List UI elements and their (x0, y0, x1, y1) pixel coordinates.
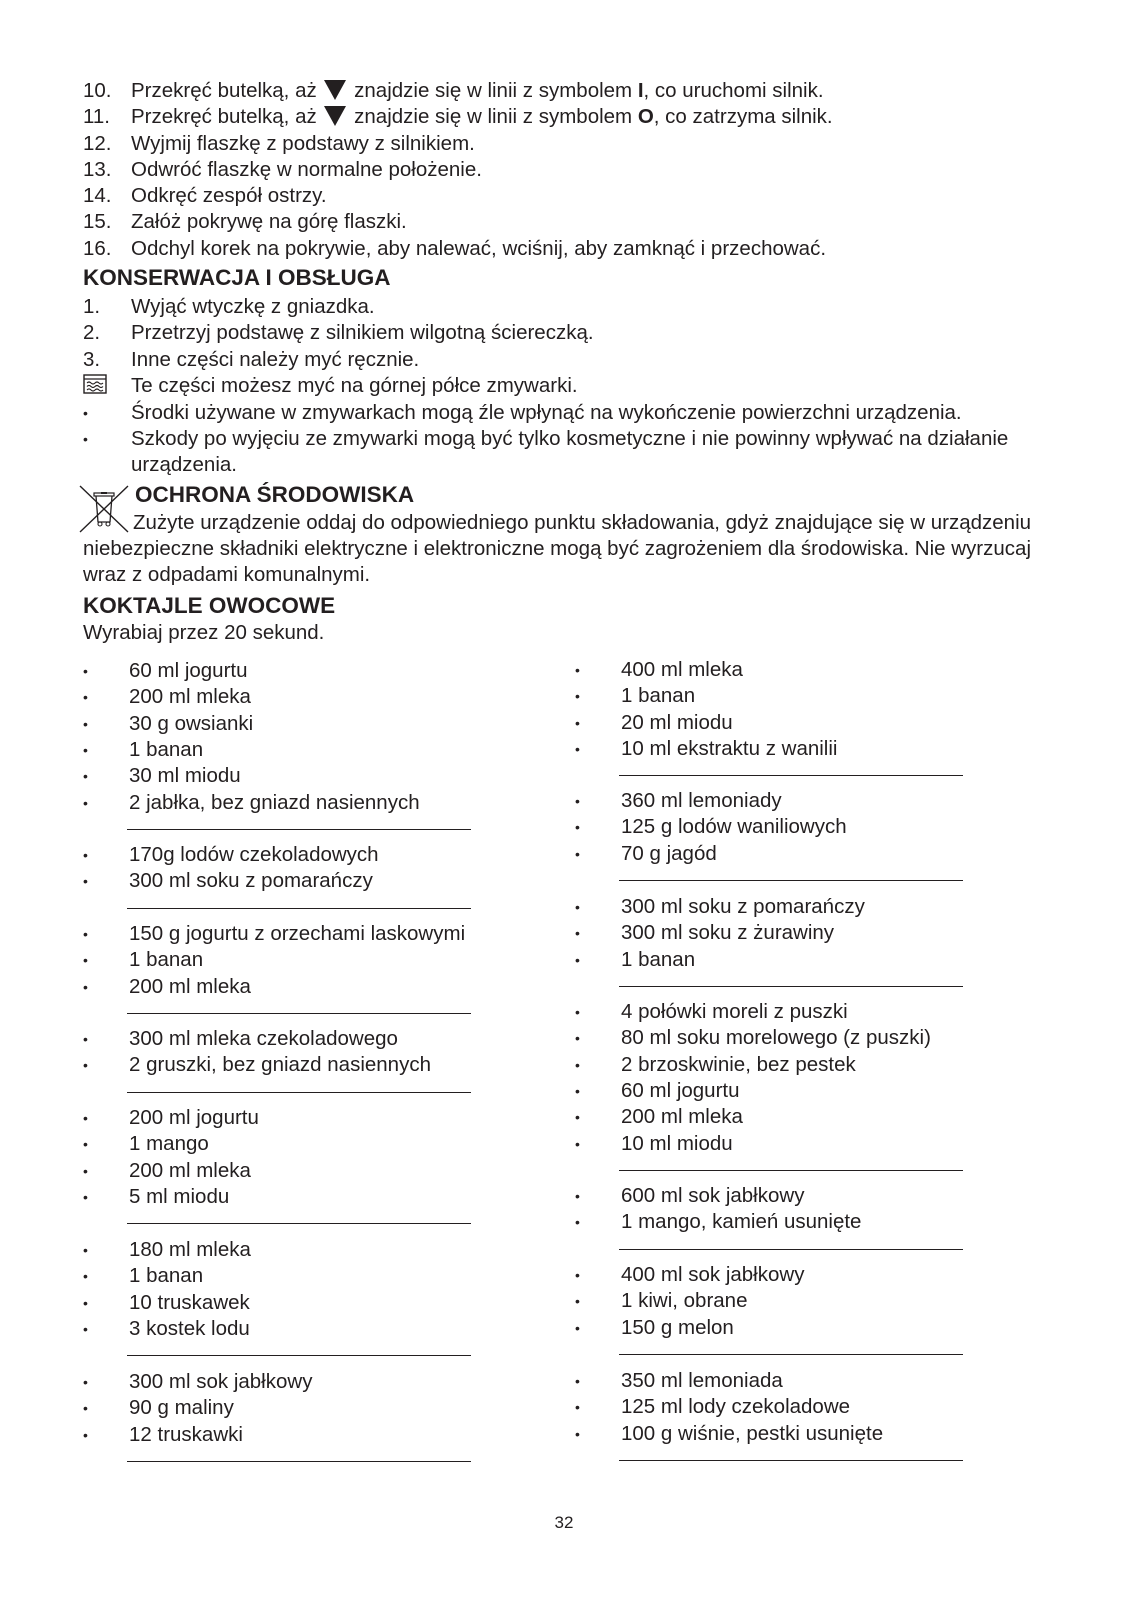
recipe-ingredient (83, 737, 523, 763)
maintenance-text: Wyjąć wtyczkę z gniazdka. (131, 295, 375, 318)
ingredient-text: 300 ml soku z żurawiny (621, 921, 835, 945)
recipe-ingredient (83, 1237, 523, 1263)
recipe-divider (619, 1249, 963, 1250)
recipe-divider (619, 880, 963, 881)
bullet: • (575, 688, 580, 705)
step-number: 11. (83, 105, 110, 128)
ingredient-text: 2 jabłka, bez gniazd nasiennych (129, 790, 420, 814)
recipe-ingredient (575, 736, 1015, 762)
ingredient-text: 1 banan (129, 948, 204, 972)
recipe-ingredient (575, 920, 1015, 946)
bullet: • (575, 1188, 580, 1204)
recipe-ingredient (83, 842, 523, 868)
maintenance-number: 3. (83, 348, 101, 371)
ingredient-text: 80 ml soku morelowego (z puszki) (621, 1026, 931, 1050)
recipe-divider (127, 908, 471, 909)
ingredient-text: 200 ml mleka (129, 685, 251, 709)
recipe-ingredient (575, 1394, 1015, 1420)
bullet: • (83, 847, 88, 863)
bullet: • (575, 714, 580, 731)
bullet: • (575, 793, 580, 809)
bullet: • (575, 1373, 580, 1389)
recipe-ingredient (575, 1262, 1015, 1288)
bullet: • (575, 1267, 580, 1283)
recipe-ingredient (575, 788, 1015, 814)
ingredient-text: 30 ml miodu (129, 764, 241, 788)
bullet: • (575, 845, 580, 862)
ingredient-text: 2 gruszki, bez gniazd nasiennych (129, 1053, 431, 1077)
recipe-divider (127, 1355, 471, 1356)
bullet: • (83, 1031, 88, 1047)
environment-text: wraz z odpadami komunalnymi. (83, 563, 371, 586)
recipe-divider (619, 1170, 963, 1171)
recipe-divider (127, 1013, 471, 1014)
bullet: • (575, 1030, 580, 1047)
recipe-ingredient (83, 974, 523, 1000)
recipe-ingredient (83, 1369, 523, 1395)
ingredient-text: 1 kiwi, obrane (621, 1289, 748, 1313)
maintenance-number: 1. (83, 295, 101, 318)
recipe-ingredient (83, 1026, 523, 1052)
maintenance-heading: KONSERWACJA I OBSŁUGA (83, 265, 391, 290)
recipe-ingredient (83, 1052, 523, 1078)
ingredient-text: 10 ml ekstraktu z wanilii (621, 736, 838, 760)
ingredient-text: 70 g jagód (621, 841, 717, 865)
maintenance-text: Inne części należy myć ręcznie. (131, 348, 420, 371)
ingredient-text: 1 banan (129, 1264, 204, 1288)
recipe-divider (127, 1461, 471, 1462)
recipe-ingredient (575, 841, 1015, 867)
recipe-ingredient (83, 868, 523, 894)
ingredient-text: 3 kostek lodu (129, 1316, 250, 1340)
recipe-ingredient (575, 1183, 1015, 1209)
recipe-ingredient (575, 947, 1015, 973)
triangle-marker-icon (324, 80, 346, 100)
bullet: • (575, 899, 580, 915)
bullet: • (575, 951, 580, 968)
step-text: Wyjmij flaszkę z podstawy z silnikiem. (131, 132, 475, 155)
ingredient-text: 170g lodów czekoladowych (129, 843, 379, 866)
recipe-ingredient (575, 1104, 1015, 1130)
recipe-ingredient (83, 1395, 523, 1421)
ingredient-text: 90 g maliny (129, 1396, 234, 1420)
bullet: • (83, 1188, 88, 1205)
bullet: • (83, 926, 88, 942)
ingredient-text: 10 ml miodu (621, 1131, 733, 1155)
recipe-ingredient (575, 814, 1015, 840)
recipe-ingredient (83, 658, 523, 684)
ingredient-text: 1 mango, kamień usunięte (621, 1210, 862, 1234)
bullet: • (83, 741, 88, 758)
recipe-ingredient (83, 1158, 523, 1184)
bullet: • (83, 978, 88, 995)
recipe-ingredient (83, 1131, 523, 1157)
recipe-ingredient (83, 711, 523, 737)
recipe-ingredient (575, 1131, 1015, 1157)
bullet: • (83, 1162, 88, 1179)
page-number: 32 (554, 1513, 574, 1532)
ingredient-text: 20 ml miodu (621, 710, 733, 734)
bullet: • (83, 873, 88, 890)
recipe-ingredient (83, 947, 523, 973)
step-text: Przekręć butelką, aż znajdzie się w linii z symbolem O, co zatrzyma silnik. (131, 105, 833, 128)
bullet: • (575, 1056, 580, 1073)
recipe-ingredient (575, 1368, 1015, 1394)
recipe-ingredient (83, 763, 523, 789)
bullet: • (83, 663, 88, 679)
smoothies-subtitle: Wyrabiaj przez 20 sekund. (83, 621, 325, 644)
ingredient-text: 1 mango (129, 1132, 209, 1156)
ingredient-text: 60 ml jogurtu (129, 659, 248, 682)
recipe-ingredient (83, 1184, 523, 1210)
ingredient-text: 12 truskawki (129, 1422, 243, 1446)
recipe-divider (127, 1223, 471, 1224)
bullet: • (83, 1374, 88, 1390)
bullet: • (83, 431, 88, 447)
ingredient-text: 200 ml mleka (621, 1105, 743, 1129)
bullet: • (575, 662, 580, 678)
recipe-ingredient (83, 1422, 523, 1448)
bullet: • (83, 1110, 88, 1126)
step-text: Odwróć flaszkę w normalne położenie. (131, 158, 482, 181)
ingredient-text: 4 połówki moreli z puszki (621, 1000, 848, 1023)
ingredient-text: 300 ml sok jabłkowy (129, 1370, 313, 1393)
ingredient-text: 30 g owsianki (129, 711, 254, 735)
bullet: • (83, 405, 88, 421)
bullet: • (83, 1242, 88, 1258)
bullet: • (575, 819, 580, 836)
bullet: • (575, 1135, 580, 1152)
ingredient-text: 200 ml mleka (129, 974, 251, 998)
recipe-divider (127, 1092, 471, 1093)
bullet: • (83, 1400, 88, 1417)
maintenance-bullet-text: Szkody po wyjęciu ze zmywarki mogą być tylko kosmetyczne i nie powinny wpływać na działanie (131, 427, 1009, 450)
step-number: 14. (83, 184, 112, 207)
bullet: • (83, 689, 88, 706)
recipe-ingredient (575, 1025, 1015, 1051)
bullet: • (575, 1399, 580, 1416)
step-number: 12. (83, 132, 112, 155)
step-number: 13. (83, 158, 112, 181)
step-number: 16. (83, 237, 112, 260)
recipe-ingredient (575, 1209, 1015, 1235)
crossed-bin-icon (78, 484, 132, 534)
recipe-ingredient (575, 894, 1015, 920)
recipe-divider (619, 1460, 963, 1461)
bullet: • (83, 1057, 88, 1074)
bullet: • (83, 952, 88, 969)
recipe-ingredient (83, 1263, 523, 1289)
recipe-ingredient (575, 1078, 1015, 1104)
bullet: • (575, 925, 580, 942)
ingredient-text: 300 ml mleka czekoladowego (129, 1027, 398, 1050)
smoothies-heading: KOKTAJLE OWOCOWE (83, 593, 336, 618)
recipe-ingredient (83, 921, 523, 947)
ingredient-text: 600 ml sok jabłkowy (621, 1184, 805, 1207)
maintenance-bullet-text: Środki używane w zmywarkach mogą źle wpłynąć na wykończenie powierzchni urządzenia. (131, 401, 962, 424)
ingredient-text: 100 g wiśnie, pestki usunięte (621, 1421, 884, 1445)
ingredient-text: 200 ml jogurtu (129, 1106, 259, 1129)
step-text: Odkręć zespół ostrzy. (131, 184, 327, 207)
ingredient-text: 125 g lodów waniliowych (621, 815, 847, 839)
ingredient-text: 10 truskawek (129, 1290, 250, 1314)
environment-text: niebezpieczne składniki elektryczne i elektroniczne mogą być zagrożeniem dla środowiska. Nie wyrzucaj (83, 537, 1031, 560)
step-number: 10. (83, 79, 112, 102)
ingredient-text: 1 banan (621, 684, 696, 708)
recipe-ingredient (83, 790, 523, 816)
bullet: • (83, 1426, 88, 1443)
bullet: • (83, 715, 88, 732)
ingredient-text: 300 ml soku z pomarańczy (621, 895, 865, 918)
recipe-ingredient (83, 684, 523, 710)
recipe-divider (619, 1354, 963, 1355)
maintenance-number: 2. (83, 321, 101, 344)
recipe-ingredient (575, 1052, 1015, 1078)
bullet: • (575, 1214, 580, 1231)
bullet: • (83, 1268, 88, 1285)
bullet: • (83, 1320, 88, 1337)
ingredient-text: 400 ml sok jabłkowy (621, 1263, 805, 1286)
recipe-ingredient (83, 1290, 523, 1316)
bullet: • (575, 1004, 580, 1020)
bullet: • (575, 740, 580, 757)
bullet: • (575, 1109, 580, 1126)
step-text: Odchyl korek na pokrywie, aby nalewać, wciśnij, aby zamknąć i przechować. (131, 237, 827, 260)
bullet: • (575, 1082, 580, 1099)
environment-heading: OCHRONA ŚRODOWISKA (135, 482, 415, 507)
recipe-ingredient (575, 710, 1015, 736)
ingredient-text: 350 ml lemoniada (621, 1369, 783, 1392)
recipe-ingredient (83, 1316, 523, 1342)
ingredient-text: 150 g melon (621, 1315, 734, 1339)
step-text: Załóż pokrywę na górę flaszki. (131, 210, 407, 233)
ingredient-text: 400 ml mleka (621, 658, 743, 681)
recipe-divider (619, 986, 963, 987)
recipe-ingredient (83, 1105, 523, 1131)
bullet: • (575, 1425, 580, 1442)
ingredient-text: 5 ml miodu (129, 1184, 230, 1208)
ingredient-text: 360 ml lemoniady (621, 789, 782, 812)
dishwasher-text: Te części możesz myć na górnej półce zmywarki. (131, 374, 578, 397)
recipe-ingredient (575, 1288, 1015, 1314)
environment-text: Zużyte urządzenie oddaj do odpowiedniego punktu składowania, gdyż znajdujące się w urządzeniu (133, 511, 1032, 534)
recipe-ingredient (575, 1315, 1015, 1341)
recipe-divider (127, 829, 471, 830)
step-text: Przekręć butelką, aż znajdzie się w linii z symbolem I, co uruchomi silnik. (131, 79, 824, 102)
ingredient-text: 180 ml mleka (129, 1238, 251, 1261)
recipe-ingredient (575, 683, 1015, 709)
ingredient-text: 1 banan (129, 737, 204, 761)
recipe-ingredient (575, 657, 1015, 683)
maintenance-bullet-text: urządzenia. (131, 453, 237, 476)
ingredient-text: 300 ml soku z pomarańczy (129, 869, 373, 893)
ingredient-text: 200 ml mleka (129, 1158, 251, 1182)
ingredient-text: 150 g jogurtu z orzechami laskowymi (129, 922, 466, 945)
ingredient-text: 60 ml jogurtu (621, 1078, 740, 1102)
dishwasher-icon (83, 374, 107, 394)
ingredient-text: 125 ml lody czekoladowe (621, 1395, 851, 1419)
recipe-ingredient (575, 1421, 1015, 1447)
step-number: 15. (83, 210, 112, 233)
recipe-divider (619, 775, 963, 776)
ingredient-text: 2 brzoskwinie, bez pestek (621, 1052, 856, 1076)
bullet: • (83, 1294, 88, 1311)
maintenance-text: Przetrzyj podstawę z silnikiem wilgotną ściereczką. (131, 321, 594, 344)
triangle-marker-icon (324, 106, 346, 126)
bullet: • (83, 794, 88, 811)
recipe-ingredient (575, 999, 1015, 1025)
bullet: • (83, 1136, 88, 1153)
ingredient-text: 1 banan (621, 947, 696, 971)
bullet: • (83, 768, 88, 785)
bullet: • (575, 1293, 580, 1310)
bullet: • (575, 1319, 580, 1336)
